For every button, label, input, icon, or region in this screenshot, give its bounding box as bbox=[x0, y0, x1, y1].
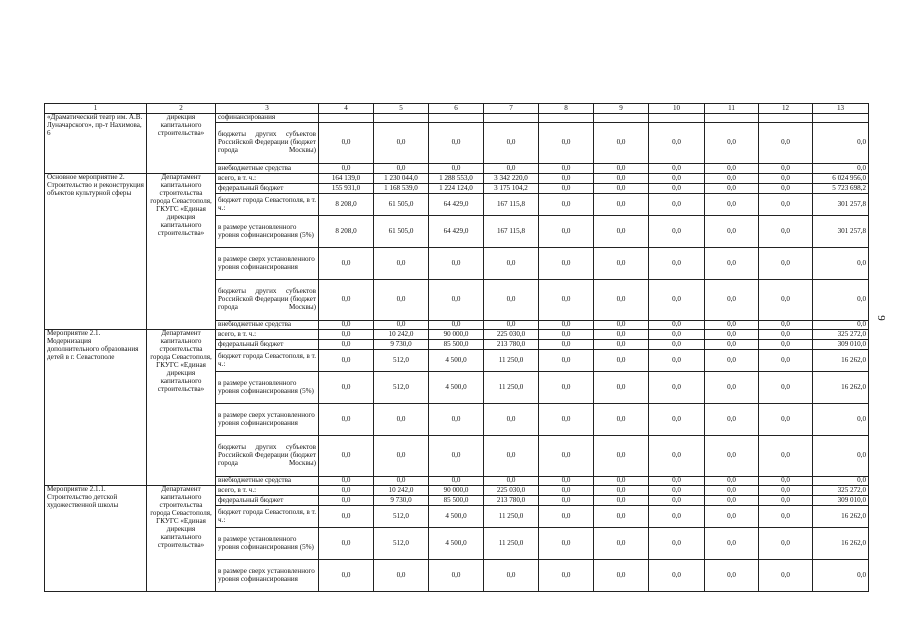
amount-cell: 0,0 bbox=[813, 404, 869, 436]
amount-cell: 0,0 bbox=[649, 372, 705, 404]
amount-cell: 0,0 bbox=[705, 560, 759, 592]
amount-cell: 0,0 bbox=[594, 340, 649, 350]
amount-cell: 90 000,0 bbox=[429, 330, 484, 340]
amount-cell: 167 115,8 bbox=[484, 216, 539, 248]
amount-cell: 0,0 bbox=[319, 340, 374, 350]
amount-cell: 0,0 bbox=[759, 123, 813, 164]
amount-cell: 0,0 bbox=[813, 248, 869, 280]
amount-cell: 0,0 bbox=[539, 436, 594, 477]
funding-source-cell: в размере сверх установленного уровня софинансирования bbox=[216, 404, 319, 436]
amount-cell: 0,0 bbox=[594, 506, 649, 528]
amount-cell: 0,0 bbox=[319, 164, 374, 174]
amount-cell: 0,0 bbox=[319, 372, 374, 404]
amount-cell: 0,0 bbox=[649, 330, 705, 340]
amount-cell: 0,0 bbox=[705, 164, 759, 174]
amount-cell: 0,0 bbox=[759, 506, 813, 528]
column-number: 7 bbox=[484, 104, 539, 114]
amount-cell: 0,0 bbox=[319, 280, 374, 321]
amount-cell: 325 272,0 bbox=[813, 486, 869, 496]
amount-cell: 0,0 bbox=[319, 496, 374, 506]
amount-cell: 0,0 bbox=[649, 321, 705, 330]
column-number: 11 bbox=[705, 104, 759, 114]
funding-source-cell: в размере сверх установленного уровня софинансирования bbox=[216, 560, 319, 592]
amount-cell: 0,0 bbox=[539, 184, 594, 194]
amount-cell: 9 730,0 bbox=[374, 496, 429, 506]
amount-cell: 301 257,8 bbox=[813, 194, 869, 216]
table-row bbox=[45, 174, 869, 184]
amount-cell: 0,0 bbox=[594, 496, 649, 506]
amount-cell: 0,0 bbox=[539, 248, 594, 280]
column-number: 12 bbox=[759, 104, 813, 114]
amount-cell: 0,0 bbox=[649, 486, 705, 496]
amount-cell: 0,0 bbox=[539, 321, 594, 330]
amount-cell: 0,0 bbox=[649, 528, 705, 560]
amount-cell: 0,0 bbox=[759, 350, 813, 372]
amount-cell: 0,0 bbox=[594, 184, 649, 194]
amount-cell: 0,0 bbox=[649, 506, 705, 528]
amount-cell: 0,0 bbox=[649, 194, 705, 216]
amount-cell: 0,0 bbox=[649, 248, 705, 280]
measure-name-cell: Мероприятие 2.1.1. Строительство детской художественной школы bbox=[45, 486, 147, 592]
amount-cell: 0,0 bbox=[429, 477, 484, 486]
amount-cell bbox=[649, 114, 705, 123]
amount-cell: 0,0 bbox=[813, 321, 869, 330]
amount-cell: 0,0 bbox=[759, 330, 813, 340]
amount-cell: 0,0 bbox=[705, 321, 759, 330]
amount-cell: 0,0 bbox=[705, 248, 759, 280]
funding-source-cell: в размере установленного уровня софинансирования (5%) bbox=[216, 372, 319, 404]
amount-cell: 6 024 956,0 bbox=[813, 174, 869, 184]
amount-cell: 0,0 bbox=[319, 486, 374, 496]
amount-cell: 61 505,0 bbox=[374, 194, 429, 216]
amount-cell: 0,0 bbox=[759, 216, 813, 248]
amount-cell: 0,0 bbox=[705, 496, 759, 506]
header-row bbox=[45, 104, 869, 114]
amount-cell: 0,0 bbox=[759, 477, 813, 486]
amount-cell: 0,0 bbox=[594, 560, 649, 592]
amount-cell: 16 262,0 bbox=[813, 528, 869, 560]
amount-cell: 0,0 bbox=[649, 477, 705, 486]
amount-cell: 0,0 bbox=[705, 280, 759, 321]
funding-source-cell: бюджет города Севастополя, в т. ч.: bbox=[216, 350, 319, 372]
amount-cell: 8 208,0 bbox=[319, 216, 374, 248]
amount-cell: 0,0 bbox=[759, 184, 813, 194]
amount-cell: 0,0 bbox=[759, 496, 813, 506]
table-row bbox=[45, 486, 869, 496]
amount-cell: 0,0 bbox=[539, 560, 594, 592]
amount-cell: 10 242,0 bbox=[374, 330, 429, 340]
amount-cell: 0,0 bbox=[429, 164, 484, 174]
column-number: 3 bbox=[216, 104, 319, 114]
amount-cell: 0,0 bbox=[705, 123, 759, 164]
amount-cell: 0,0 bbox=[539, 174, 594, 184]
amount-cell: 85 500,0 bbox=[429, 340, 484, 350]
amount-cell: 4 500,0 bbox=[429, 372, 484, 404]
column-number: 1 bbox=[45, 104, 147, 114]
amount-cell: 0,0 bbox=[649, 184, 705, 194]
funding-source-cell: бюджеты других субъектов Российской Федерации (бюджет города Москвы) bbox=[216, 123, 319, 164]
amount-cell: 0,0 bbox=[539, 340, 594, 350]
funding-source-cell: бюджеты других субъектов Российской Федерации (бюджет города Москвы) bbox=[216, 436, 319, 477]
column-number: 9 bbox=[594, 104, 649, 114]
column-number: 8 bbox=[539, 104, 594, 114]
amount-cell: 0,0 bbox=[705, 486, 759, 496]
amount-cell: 0,0 bbox=[759, 248, 813, 280]
amount-cell: 0,0 bbox=[374, 321, 429, 330]
amount-cell: 0,0 bbox=[594, 174, 649, 184]
amount-cell: 0,0 bbox=[539, 330, 594, 340]
amount-cell: 512,0 bbox=[374, 372, 429, 404]
amount-cell: 0,0 bbox=[594, 280, 649, 321]
amount-cell: 0,0 bbox=[319, 436, 374, 477]
amount-cell: 0,0 bbox=[429, 321, 484, 330]
amount-cell: 0,0 bbox=[319, 477, 374, 486]
funding-source-cell: всего, в т. ч.: bbox=[216, 330, 319, 340]
amount-cell: 0,0 bbox=[759, 280, 813, 321]
amount-cell: 0,0 bbox=[374, 404, 429, 436]
amount-cell: 225 030,0 bbox=[484, 330, 539, 340]
amount-cell: 0,0 bbox=[374, 560, 429, 592]
amount-cell: 0,0 bbox=[429, 280, 484, 321]
amount-cell: 3 175 104,2 bbox=[484, 184, 539, 194]
amount-cell: 0,0 bbox=[759, 174, 813, 184]
amount-cell: 11 250,0 bbox=[484, 506, 539, 528]
amount-cell: 512,0 bbox=[374, 528, 429, 560]
amount-cell: 0,0 bbox=[319, 404, 374, 436]
amount-cell: 0,0 bbox=[319, 248, 374, 280]
amount-cell bbox=[594, 114, 649, 123]
amount-cell: 11 250,0 bbox=[484, 528, 539, 560]
amount-cell: 0,0 bbox=[374, 123, 429, 164]
amount-cell: 1 168 539,0 bbox=[374, 184, 429, 194]
funding-source-cell: бюджеты других субъектов Российской Федерации (бюджет города Москвы) bbox=[216, 280, 319, 321]
amount-cell: 85 500,0 bbox=[429, 496, 484, 506]
amount-cell: 16 262,0 bbox=[813, 506, 869, 528]
executor-cell: Департамент капитального строительства города Севастополя, ГКУГС «Единая дирекция капитального строительства» bbox=[147, 330, 216, 486]
measure-name-cell: «Драматический театр им. А.В. Луначарского», пр-т Нахимова, 6 bbox=[45, 114, 147, 174]
amount-cell: 16 262,0 bbox=[813, 350, 869, 372]
amount-cell: 0,0 bbox=[594, 528, 649, 560]
amount-cell: 64 429,0 bbox=[429, 194, 484, 216]
amount-cell: 213 780,0 bbox=[484, 496, 539, 506]
column-number: 2 bbox=[147, 104, 216, 114]
amount-cell: 4 500,0 bbox=[429, 350, 484, 372]
amount-cell: 61 505,0 bbox=[374, 216, 429, 248]
amount-cell: 8 208,0 bbox=[319, 194, 374, 216]
amount-cell: 0,0 bbox=[705, 330, 759, 340]
amount-cell: 167 115,8 bbox=[484, 194, 539, 216]
amount-cell: 0,0 bbox=[484, 280, 539, 321]
amount-cell: 0,0 bbox=[649, 174, 705, 184]
amount-cell: 0,0 bbox=[594, 350, 649, 372]
amount-cell: 0,0 bbox=[594, 123, 649, 164]
amount-cell: 0,0 bbox=[705, 350, 759, 372]
amount-cell: 0,0 bbox=[649, 496, 705, 506]
amount-cell: 10 242,0 bbox=[374, 486, 429, 496]
amount-cell: 0,0 bbox=[484, 321, 539, 330]
amount-cell: 4 500,0 bbox=[429, 528, 484, 560]
amount-cell: 0,0 bbox=[813, 560, 869, 592]
amount-cell: 0,0 bbox=[319, 506, 374, 528]
amount-cell: 0,0 bbox=[759, 404, 813, 436]
page-number: 9 bbox=[874, 315, 887, 321]
amount-cell: 0,0 bbox=[539, 506, 594, 528]
amount-cell: 0,0 bbox=[539, 477, 594, 486]
amount-cell: 0,0 bbox=[484, 123, 539, 164]
amount-cell: 0,0 bbox=[429, 248, 484, 280]
amount-cell: 0,0 bbox=[705, 174, 759, 184]
amount-cell: 1 224 124,0 bbox=[429, 184, 484, 194]
amount-cell: 0,0 bbox=[539, 216, 594, 248]
amount-cell: 0,0 bbox=[484, 248, 539, 280]
amount-cell bbox=[484, 114, 539, 123]
amount-cell: 0,0 bbox=[649, 350, 705, 372]
amount-cell bbox=[374, 114, 429, 123]
table-row bbox=[45, 114, 869, 123]
amount-cell: 0,0 bbox=[649, 123, 705, 164]
amount-cell: 0,0 bbox=[484, 560, 539, 592]
amount-cell: 0,0 bbox=[484, 404, 539, 436]
funding-source-cell: в размере сверх установленного уровня софинансирования bbox=[216, 248, 319, 280]
amount-cell: 0,0 bbox=[649, 404, 705, 436]
amount-cell: 0,0 bbox=[594, 321, 649, 330]
amount-cell: 11 250,0 bbox=[484, 372, 539, 404]
amount-cell: 0,0 bbox=[705, 194, 759, 216]
amount-cell: 11 250,0 bbox=[484, 350, 539, 372]
amount-cell: 0,0 bbox=[539, 194, 594, 216]
amount-cell: 0,0 bbox=[429, 123, 484, 164]
amount-cell: 0,0 bbox=[594, 330, 649, 340]
amount-cell: 309 010,0 bbox=[813, 340, 869, 350]
amount-cell: 512,0 bbox=[374, 506, 429, 528]
amount-cell: 0,0 bbox=[374, 436, 429, 477]
amount-cell bbox=[705, 114, 759, 123]
amount-cell: 0,0 bbox=[705, 340, 759, 350]
amount-cell: 0,0 bbox=[539, 486, 594, 496]
funding-source-cell: федеральный бюджет bbox=[216, 184, 319, 194]
amount-cell: 64 429,0 bbox=[429, 216, 484, 248]
funding-source-cell: внебюджетные средства bbox=[216, 477, 319, 486]
funding-source-cell: в размере установленного уровня софинансирования (5%) bbox=[216, 216, 319, 248]
amount-cell: 0,0 bbox=[429, 560, 484, 592]
amount-cell: 0,0 bbox=[759, 436, 813, 477]
amount-cell: 0,0 bbox=[594, 404, 649, 436]
amount-cell: 0,0 bbox=[759, 340, 813, 350]
amount-cell bbox=[319, 114, 374, 123]
amount-cell: 9 730,0 bbox=[374, 340, 429, 350]
funding-source-cell: всего, в т. ч.: bbox=[216, 174, 319, 184]
funding-source-cell: в размере установленного уровня софинансирования (5%) bbox=[216, 528, 319, 560]
table-body bbox=[45, 104, 869, 592]
amount-cell: 0,0 bbox=[705, 477, 759, 486]
funding-source-cell: внебюджетные средства bbox=[216, 321, 319, 330]
amount-cell: 512,0 bbox=[374, 350, 429, 372]
funding-source-cell: бюджет города Севастополя, в т. ч.: bbox=[216, 194, 319, 216]
amount-cell: 0,0 bbox=[539, 372, 594, 404]
amount-cell: 0,0 bbox=[484, 436, 539, 477]
amount-cell: 0,0 bbox=[813, 164, 869, 174]
amount-cell: 0,0 bbox=[484, 477, 539, 486]
amount-cell: 0,0 bbox=[429, 436, 484, 477]
amount-cell: 0,0 bbox=[539, 350, 594, 372]
amount-cell: 0,0 bbox=[759, 164, 813, 174]
amount-cell: 0,0 bbox=[649, 280, 705, 321]
amount-cell: 90 000,0 bbox=[429, 486, 484, 496]
funding-source-cell: всего, в т. ч.: bbox=[216, 486, 319, 496]
column-number: 10 bbox=[649, 104, 705, 114]
amount-cell: 0,0 bbox=[594, 477, 649, 486]
amount-cell: 0,0 bbox=[705, 436, 759, 477]
amount-cell: 0,0 bbox=[594, 372, 649, 404]
funding-source-cell: федеральный бюджет bbox=[216, 340, 319, 350]
amount-cell: 0,0 bbox=[705, 506, 759, 528]
column-number: 6 bbox=[429, 104, 484, 114]
amount-cell: 0,0 bbox=[594, 248, 649, 280]
amount-cell: 213 780,0 bbox=[484, 340, 539, 350]
amount-cell: 0,0 bbox=[813, 436, 869, 477]
amount-cell: 0,0 bbox=[374, 477, 429, 486]
amount-cell: 3 342 220,0 bbox=[484, 174, 539, 184]
amount-cell bbox=[813, 114, 869, 123]
amount-cell: 0,0 bbox=[594, 436, 649, 477]
amount-cell: 0,0 bbox=[594, 486, 649, 496]
amount-cell bbox=[759, 114, 813, 123]
amount-cell: 0,0 bbox=[594, 194, 649, 216]
amount-cell: 225 030,0 bbox=[484, 486, 539, 496]
amount-cell: 0,0 bbox=[705, 528, 759, 560]
amount-cell: 0,0 bbox=[649, 436, 705, 477]
amount-cell: 0,0 bbox=[759, 321, 813, 330]
amount-cell: 0,0 bbox=[813, 280, 869, 321]
amount-cell: 0,0 bbox=[539, 528, 594, 560]
amount-cell bbox=[429, 114, 484, 123]
amount-cell: 0,0 bbox=[594, 164, 649, 174]
funding-source-cell: бюджет города Севастополя, в т. ч.: bbox=[216, 506, 319, 528]
funding-source-cell: внебюджетные средства bbox=[216, 164, 319, 174]
amount-cell: 4 500,0 bbox=[429, 506, 484, 528]
amount-cell: 0,0 bbox=[539, 123, 594, 164]
amount-cell: 0,0 bbox=[539, 280, 594, 321]
column-number: 4 bbox=[319, 104, 374, 114]
amount-cell: 164 139,0 bbox=[319, 174, 374, 184]
amount-cell: 0,0 bbox=[594, 216, 649, 248]
measure-name-cell: Основное мероприятие 2. Строительство и реконструкция объектов культурной сферы bbox=[45, 174, 147, 330]
column-number: 13 bbox=[813, 104, 869, 114]
amount-cell: 0,0 bbox=[319, 321, 374, 330]
amount-cell: 325 272,0 bbox=[813, 330, 869, 340]
amount-cell: 0,0 bbox=[319, 350, 374, 372]
amount-cell: 1 288 553,0 bbox=[429, 174, 484, 184]
amount-cell: 0,0 bbox=[759, 528, 813, 560]
amount-cell: 0,0 bbox=[759, 372, 813, 404]
amount-cell: 0,0 bbox=[759, 486, 813, 496]
measure-name-cell: Мероприятие 2.1. Модернизация дополнительного образования детей в г. Севастополе bbox=[45, 330, 147, 486]
amount-cell: 0,0 bbox=[319, 123, 374, 164]
amount-cell: 0,0 bbox=[539, 404, 594, 436]
amount-cell: 16 262,0 bbox=[813, 372, 869, 404]
amount-cell: 155 931,0 bbox=[319, 184, 374, 194]
funding-source-cell: федеральный бюджет bbox=[216, 496, 319, 506]
amount-cell: 0,0 bbox=[759, 560, 813, 592]
amount-cell bbox=[539, 114, 594, 123]
amount-cell: 0,0 bbox=[649, 164, 705, 174]
amount-cell: 0,0 bbox=[705, 404, 759, 436]
executor-cell: Департамент капитального строительства города Севастополя, ГКУГС «Единая дирекция капитального строительства» bbox=[147, 174, 216, 330]
amount-cell: 0,0 bbox=[539, 164, 594, 174]
amount-cell: 1 230 044,0 bbox=[374, 174, 429, 184]
amount-cell: 0,0 bbox=[319, 528, 374, 560]
funding-source-cell: софинансирования bbox=[216, 114, 319, 123]
amount-cell: 0,0 bbox=[319, 560, 374, 592]
column-number: 5 bbox=[374, 104, 429, 114]
amount-cell: 0,0 bbox=[484, 164, 539, 174]
amount-cell: 0,0 bbox=[649, 340, 705, 350]
amount-cell: 301 257,8 bbox=[813, 216, 869, 248]
amount-cell: 0,0 bbox=[705, 184, 759, 194]
amount-cell: 0,0 bbox=[649, 216, 705, 248]
amount-cell: 0,0 bbox=[813, 477, 869, 486]
amount-cell: 0,0 bbox=[539, 496, 594, 506]
amount-cell: 0,0 bbox=[649, 560, 705, 592]
executor-cell: Департамент капитального строительства города Севастополя, ГКУГС «Единая дирекция капитального строительства» bbox=[147, 486, 216, 592]
amount-cell: 0,0 bbox=[374, 164, 429, 174]
amount-cell: 309 010,0 bbox=[813, 496, 869, 506]
amount-cell: 0,0 bbox=[705, 372, 759, 404]
amount-cell: 0,0 bbox=[319, 330, 374, 340]
amount-cell: 0,0 bbox=[374, 248, 429, 280]
amount-cell: 5 723 698,2 bbox=[813, 184, 869, 194]
amount-cell: 0,0 bbox=[759, 194, 813, 216]
amount-cell: 0,0 bbox=[429, 404, 484, 436]
amount-cell: 0,0 bbox=[705, 216, 759, 248]
executor-cell: дирекция капитального строительства» bbox=[147, 114, 216, 174]
amount-cell: 0,0 bbox=[374, 280, 429, 321]
budget-table bbox=[44, 103, 869, 592]
table-row bbox=[45, 330, 869, 340]
amount-cell: 0,0 bbox=[813, 123, 869, 164]
